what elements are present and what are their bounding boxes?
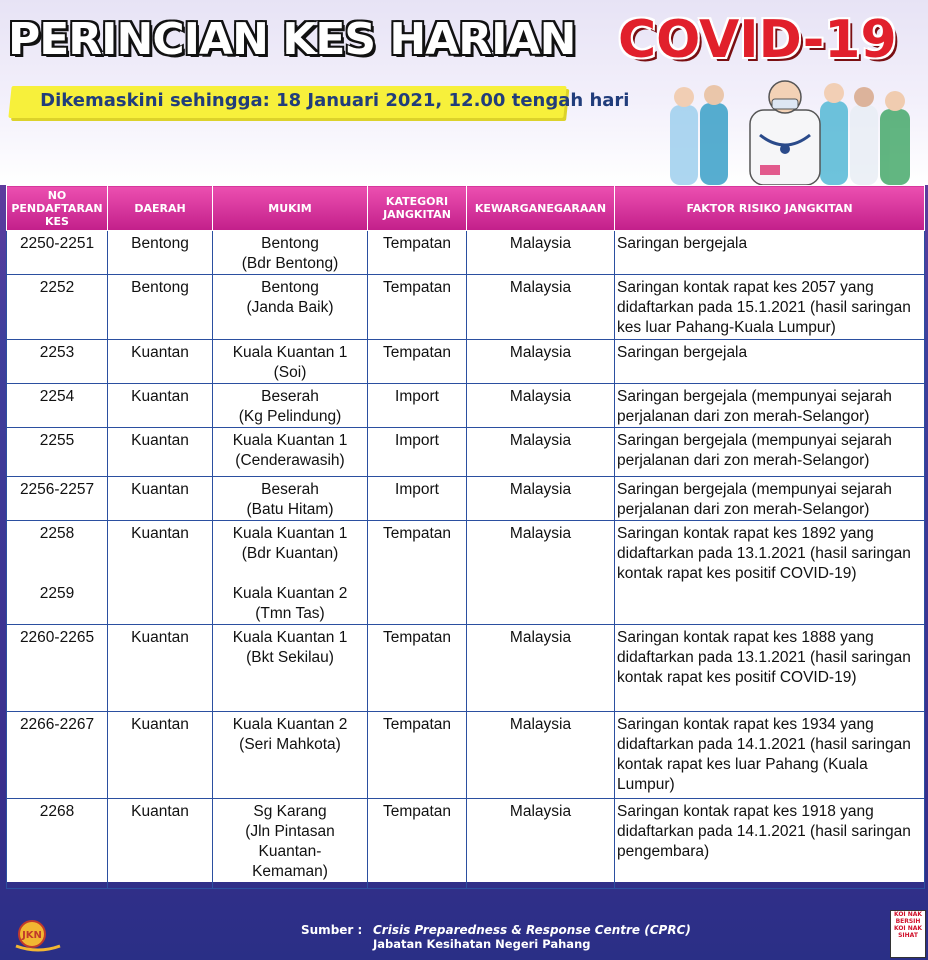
cell-kategori: Tempatan	[368, 625, 467, 712]
cell-kategori: Import	[368, 384, 467, 428]
cell-kategori: Import	[368, 477, 467, 521]
cell-no: 2258 2259	[7, 521, 108, 625]
cell-faktor: Saringan bergejala	[615, 340, 925, 384]
medical-staff-illustration	[660, 75, 920, 185]
source-cprc: Crisis Preparedness & Response Centre (CPRC)	[373, 923, 691, 937]
header-mukim: MUKIM	[213, 186, 368, 231]
cell-warga: Malaysia	[467, 428, 615, 477]
table-row	[7, 712, 925, 799]
case-table	[6, 185, 925, 889]
header-kategori: KATEGORI JANGKITAN	[368, 186, 467, 231]
cell-no: 2260-2265	[7, 625, 108, 712]
cell-faktor: Saringan kontak rapat kes 1918 yang didaftarkan pada 14.1.2021 (hasil saringan pengembara)	[615, 799, 925, 889]
header-no: NO PENDAFTARAN KES	[7, 186, 108, 231]
table-row	[7, 275, 925, 340]
cell-daerah: Kuantan	[108, 521, 213, 625]
cell-faktor: Saringan bergejala	[615, 231, 925, 275]
table-row	[7, 625, 925, 712]
svg-text:JKN: JKN	[22, 930, 42, 941]
cell-no: 2252	[7, 275, 108, 340]
cell-no: 2268	[7, 799, 108, 889]
cell-daerah: Kuantan	[108, 712, 213, 799]
cell-kategori: Import	[368, 428, 467, 477]
header-faktor: FAKTOR RISIKO JANGKITAN	[615, 186, 925, 231]
table-row	[7, 340, 925, 384]
cell-daerah: Bentong	[108, 275, 213, 340]
update-banner	[8, 86, 630, 118]
cell-faktor: Saringan kontak rapat kes 1934 yang didaftarkan pada 14.1.2021 (hasil saringan kontak rapat kes luar Pahang (Kuala Lumpur)	[615, 712, 925, 799]
table-row	[7, 428, 925, 477]
header-banner	[0, 0, 928, 185]
cell-no: 2253	[7, 340, 108, 384]
cell-daerah: Kuantan	[108, 384, 213, 428]
cell-faktor: Saringan bergejala (mempunyai sejarah perjalanan dari zon merah-Selangor)	[615, 428, 925, 477]
table-row	[7, 521, 925, 625]
cell-warga: Malaysia	[467, 625, 615, 712]
cell-mukim: Beserah (Kg Pelindung)	[213, 384, 368, 428]
cell-kategori: Tempatan	[368, 521, 467, 625]
table-row	[7, 231, 925, 275]
cell-daerah: Kuantan	[108, 625, 213, 712]
table-row	[7, 384, 925, 428]
cell-warga: Malaysia	[467, 231, 615, 275]
case-table-container	[6, 185, 924, 882]
cell-no: 2255	[7, 428, 108, 477]
source-jkn: Jabatan Kesihatan Negeri Pahang	[373, 937, 591, 951]
cell-kategori: Tempatan	[368, 712, 467, 799]
cell-no: 2256-2257	[7, 477, 108, 521]
cell-kategori: Tempatan	[368, 275, 467, 340]
cell-mukim: Kuala Kuantan 2 (Seri Mahkota)	[213, 712, 368, 799]
page-title: PERINCIAN KES HARIAN	[8, 14, 576, 65]
header-kewarganegaraan: KEWARGANEGARAAN	[467, 186, 615, 231]
cell-mukim: Beserah (Batu Hitam)	[213, 477, 368, 521]
cell-warga: Malaysia	[467, 340, 615, 384]
source-label: Sumber :	[301, 923, 363, 937]
cell-daerah: Kuantan	[108, 340, 213, 384]
cell-faktor: Saringan bergejala (mempunyai sejarah perjalanan dari zon merah-Selangor)	[615, 477, 925, 521]
cell-no: 2254	[7, 384, 108, 428]
cell-no: 2266-2267	[7, 712, 108, 799]
cell-warga: Malaysia	[467, 384, 615, 428]
cell-warga: Malaysia	[467, 477, 615, 521]
table-row	[7, 477, 925, 521]
cell-mukim: Bentong (Bdr Bentong)	[213, 231, 368, 275]
cell-no: 2250-2251	[7, 231, 108, 275]
jkn-logo	[10, 918, 66, 952]
cell-warga: Malaysia	[467, 521, 615, 625]
koi-nak-sihat-logo: KOI NAK BERSIH KOI NAK SIHAT	[890, 910, 926, 958]
cell-kategori: Tempatan	[368, 799, 467, 889]
cell-daerah: Kuantan	[108, 477, 213, 521]
cell-warga: Malaysia	[467, 712, 615, 799]
cell-kategori: Tempatan	[368, 231, 467, 275]
cell-daerah: Kuantan	[108, 428, 213, 477]
cell-faktor: Saringan bergejala (mempunyai sejarah perjalanan dari zon merah-Selangor)	[615, 384, 925, 428]
cell-mukim: Kuala Kuantan 1 (Bdr Kuantan) Kuala Kuantan 2 (Tmn Tas)	[213, 521, 368, 625]
cell-kategori: Tempatan	[368, 340, 467, 384]
cell-faktor: Saringan kontak rapat kes 1888 yang didaftarkan pada 13.1.2021 (hasil saringan kontak rapat kes positif COVID-19)	[615, 625, 925, 712]
cell-mukim: Bentong (Janda Baik)	[213, 275, 368, 340]
cell-mukim: Kuala Kuantan 1 (Cenderawasih)	[213, 428, 368, 477]
table-row	[7, 799, 925, 889]
covid-title: COVID-19	[618, 10, 897, 70]
cell-faktor: Saringan kontak rapat kes 2057 yang didaftarkan pada 15.1.2021 (hasil saringan kes luar Pahang-Kuala Lumpur)	[615, 275, 925, 340]
update-text: Dikemaskini sehingga: 18 Januari 2021, 12.00 tengah hari	[40, 90, 630, 111]
table-header-row	[7, 186, 925, 231]
cell-warga: Malaysia	[467, 799, 615, 889]
cell-warga: Malaysia	[467, 275, 615, 340]
cell-faktor: Saringan kontak rapat kes 1892 yang didaftarkan pada 13.1.2021 (hasil saringan kontak rapat kes positif COVID-19)	[615, 521, 925, 625]
header-daerah: DAERAH	[108, 186, 213, 231]
cell-mukim: Kuala Kuantan 1 (Soi)	[213, 340, 368, 384]
cell-mukim: Kuala Kuantan 1 (Bkt Sekilau)	[213, 625, 368, 712]
cell-daerah: Kuantan	[108, 799, 213, 889]
cell-mukim: Sg Karang (Jln Pintasan Kuantan- Kemaman)	[213, 799, 368, 889]
cell-daerah: Bentong	[108, 231, 213, 275]
